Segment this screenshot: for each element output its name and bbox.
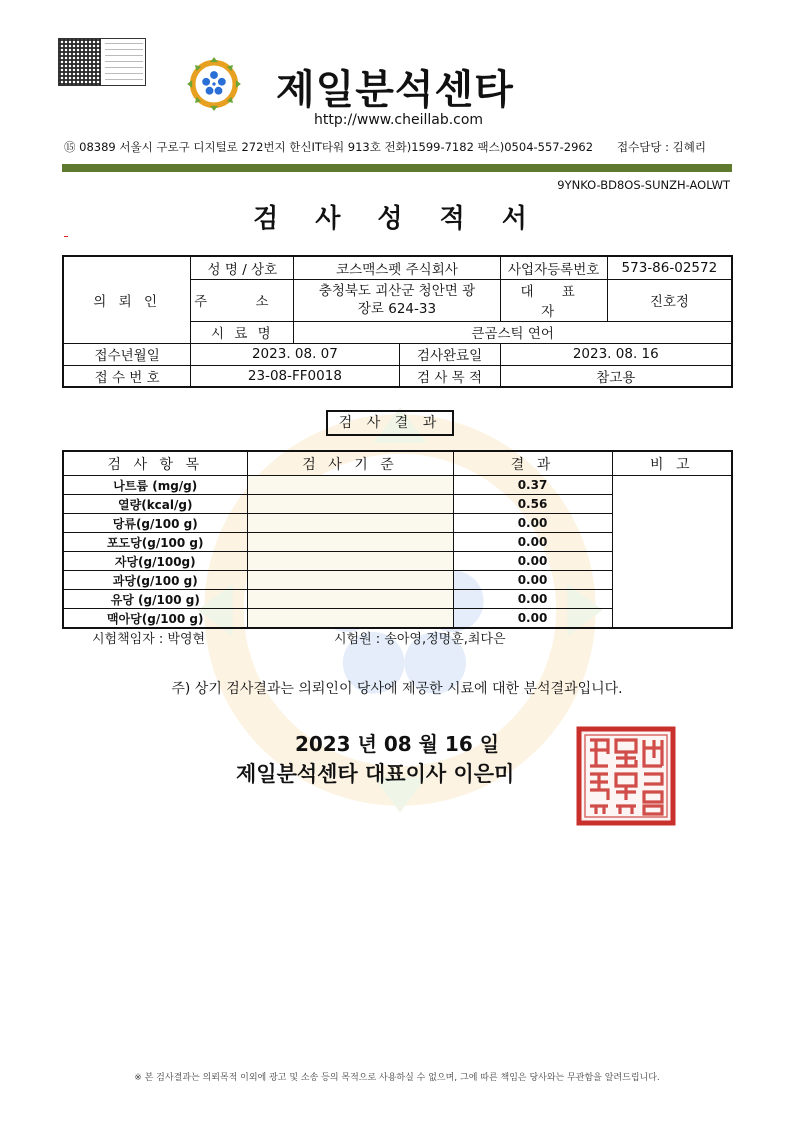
bizno-value: 573-86-02572 (607, 256, 732, 279)
col-note-header: 비 고 (612, 451, 732, 476)
ceo-label: 대 표 자 (500, 279, 607, 321)
result-value: 0.56 (453, 495, 612, 514)
purpose-label: 검 사 목 적 (399, 365, 500, 387)
company-address: ⑮ 08389 서울시 구로구 디지털로 272번지 한신IT타워 913호 전화)1599-7182 팩스)0504-557-2962 (64, 140, 594, 154)
received-label: 접수년월일 (63, 343, 191, 365)
result-value: 0.37 (453, 476, 612, 495)
name-value: 코스맥스펫 주식회사 (294, 256, 500, 279)
result-item: 과당(g/100 g) (63, 571, 247, 590)
received-value: 2023. 08. 07 (191, 343, 399, 365)
result-item: 유당 (g/100 g) (63, 590, 247, 609)
issue-date: 2023 년 08 월 16 일 (294, 732, 500, 756)
result-item: 당류(g/100 g) (63, 514, 247, 533)
result-standard (247, 495, 453, 514)
result-standard (247, 514, 453, 533)
website-url[interactable]: http://www.cheillab.com (314, 112, 484, 128)
results-heading: 검 사 결 과 (326, 410, 454, 436)
completed-label: 검사완료일 (399, 343, 500, 365)
result-item: 열량(kcal/g) (63, 495, 247, 514)
result-value: 0.00 (453, 590, 612, 609)
sample-label: 시 료 명 (191, 321, 294, 343)
result-standard (247, 533, 453, 552)
table-row (63, 476, 732, 495)
result-standard (247, 590, 453, 609)
header-divider (62, 164, 732, 172)
contact-person: 접수담당 : 김혜리 (617, 140, 706, 154)
result-value: 0.00 (453, 533, 612, 552)
responsible-person: 시험책임자 : 박영현 (92, 632, 206, 647)
sample-value: 큰곰스틱 연어 (294, 321, 732, 343)
address-value: 충청북도 괴산군 청안면 광장로 624-33 (294, 279, 500, 321)
receipt-no-label: 접 수 번 호 (63, 365, 191, 387)
signer: 제일분석센타 대표이사 이은미 (236, 762, 515, 786)
company-logo-icon (186, 56, 242, 112)
brand-name: 제일분석센타 (276, 67, 514, 113)
bizno-label: 사업자등록번호 (500, 256, 607, 279)
document-title: 검 사 성 적 서 (253, 204, 541, 234)
receipt-no-value: 23-08-FF0018 (191, 365, 399, 387)
result-standard (247, 571, 453, 590)
requester-label: 의 뢰 인 (63, 256, 191, 343)
results-table (62, 450, 733, 629)
result-value: 0.00 (453, 514, 612, 533)
request-info-table (62, 255, 733, 388)
col-std-header: 검 사 기 준 (247, 451, 453, 476)
result-standard (247, 476, 453, 495)
completed-value: 2023. 08. 16 (500, 343, 732, 365)
footer-disclaimer: ※ 본 검사결과는 의뢰목적 이외에 광고 및 소송 등의 목적으로 사용하실 수 없으며, 그에 따른 책임은 당사와는 무관함을 알려드립니다. (134, 1073, 660, 1083)
result-item: 자당(g/100g) (63, 552, 247, 571)
official-seal-stamp (576, 726, 676, 826)
col-result-header: 결 과 (453, 451, 612, 476)
disclaimer-note: 주) 상기 검사결과는 의뢰인이 당사에 제공한 시료에 대한 분석결과입니다. (171, 681, 623, 697)
result-standard (247, 552, 453, 571)
red-mark (64, 236, 68, 237)
result-note (612, 476, 732, 629)
result-item: 맥아당(g/100 g) (63, 609, 247, 629)
address-label: 주 소 (191, 279, 294, 321)
result-value: 0.00 (453, 609, 612, 629)
qr-code (58, 38, 146, 86)
document-code: 9YNKO-BD8OS-SUNZH-AOLWT (557, 178, 730, 192)
name-label: 성 명 / 상호 (191, 256, 294, 279)
result-value: 0.00 (453, 552, 612, 571)
result-item: 나트륨 (mg/g) (63, 476, 247, 495)
result-item: 포도당(g/100 g) (63, 533, 247, 552)
col-item-header: 검 사 항 목 (63, 451, 247, 476)
result-value: 0.00 (453, 571, 612, 590)
testers: 시험원 : 송아영,정명훈,최다은 (334, 632, 506, 647)
purpose-value: 참고용 (500, 365, 732, 387)
result-standard (247, 609, 453, 629)
ceo-value: 진호정 (607, 279, 732, 321)
